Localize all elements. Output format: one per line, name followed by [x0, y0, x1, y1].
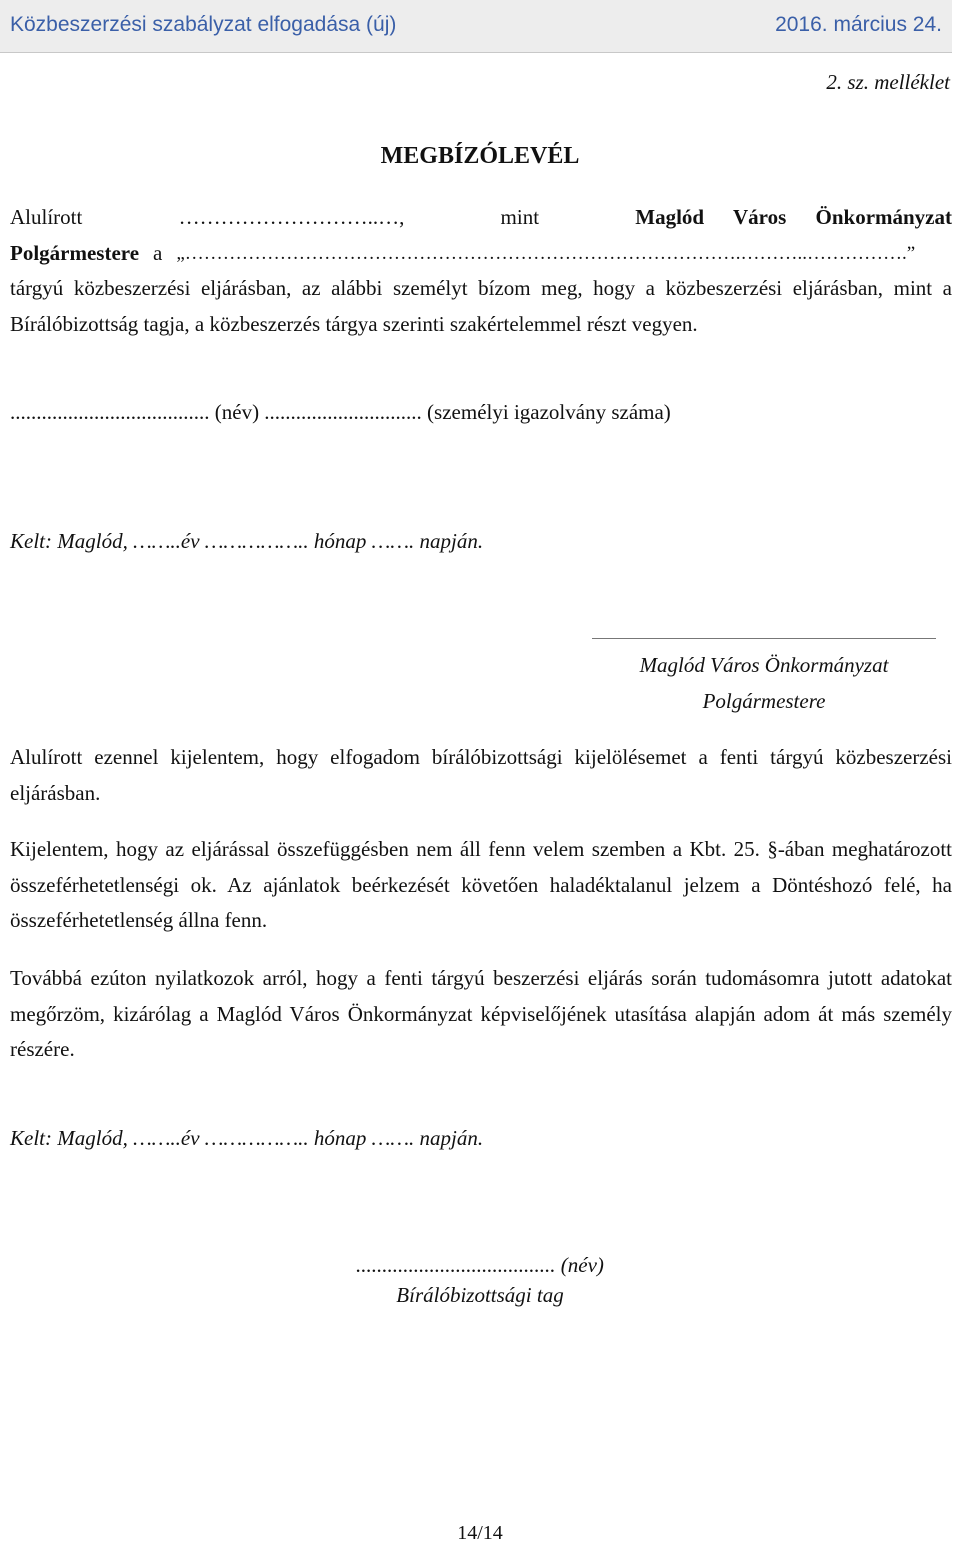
mayor-signature-line2: Polgármestere [702, 688, 826, 713]
committee-signature-block [330, 1250, 630, 1310]
intro-municipality: Maglód Város Önkormányzat [635, 205, 952, 229]
conflict-paragraph: Kijelentem, hogy az eljárással összefüggésben nem áll fenn velem szemben a Kbt. 25. §-ában meghatározott összeférhetetlenségi ok. Az ajánlatok beérkezését követően haladéktalanul jelzem a Döntéshozó felé, ha összeférhetetlenség állna fenn. [10, 837, 952, 932]
header-title: Közbeszerzési szabályzat elfogadása (új) [10, 13, 397, 36]
committee-signature-name: ...................................... (név) [356, 1253, 604, 1277]
intro-mayor: Polgármestere [10, 240, 140, 265]
document-title: MEGBÍZÓLEVÉL [380, 143, 580, 169]
confidentiality-paragraph: Továbbá ezúton nyilatkozok arról, hogy a fenti tárgyú beszerzési eljárás során tudomásomra jutott adatokat megőrzöm, kizárólag a Maglód Város Önkormányzat képviselőjének utasítása alapján adom át más személy részére. [10, 966, 952, 1061]
intro-paragraph [10, 200, 952, 342]
signature-line [592, 638, 936, 639]
kelt-line-1: Kelt: Maglód, ……..év …………….. hónap ……. napján. [10, 529, 484, 553]
acceptance-paragraph: Alulírott ezennel kijelentem, hogy elfogadom bírálóbizottsági kijelölésemet a fenti tárgyú közbeszerzési eljárásban. [10, 745, 952, 805]
intro-line-1 [10, 200, 952, 236]
intro-subject-dots: „…………………………………………………………………………….………..…………….” [176, 242, 916, 264]
page-number: 14/14 [457, 1522, 503, 1544]
intro-a: a [153, 240, 163, 265]
intro-alulirott: Alulírott [10, 205, 83, 229]
intro-line-2 [10, 236, 952, 272]
intro-mint: mint [500, 205, 540, 229]
committee-signature-role: Bírálóbizottsági tag [396, 1283, 564, 1307]
name-id-line: ...................................... (név) .............................. (személyi igazolvány száma) [10, 400, 671, 424]
mayor-signature-line1: Maglód Város Önkormányzat [639, 653, 889, 677]
header-date: 2016. március 24. [775, 13, 942, 36]
attachment-label: 2. sz. melléklet [826, 70, 950, 94]
mayor-signature-block [592, 648, 936, 719]
page-header [0, 0, 952, 53]
intro-rest: tárgyú közbeszerzési eljárásban, az alábbi személyt bízom meg, hogy a közbeszerzési eljárásban, mint a Bírálóbizottság tagja, a közbeszerzés tárgya szerinti szakértelemmel részt vegyen. [10, 276, 952, 336]
intro-name-dots: ………………………..…, [178, 205, 405, 229]
kelt-line-2: Kelt: Maglód, ……..év …………….. hónap ……. napján. [10, 1126, 484, 1150]
